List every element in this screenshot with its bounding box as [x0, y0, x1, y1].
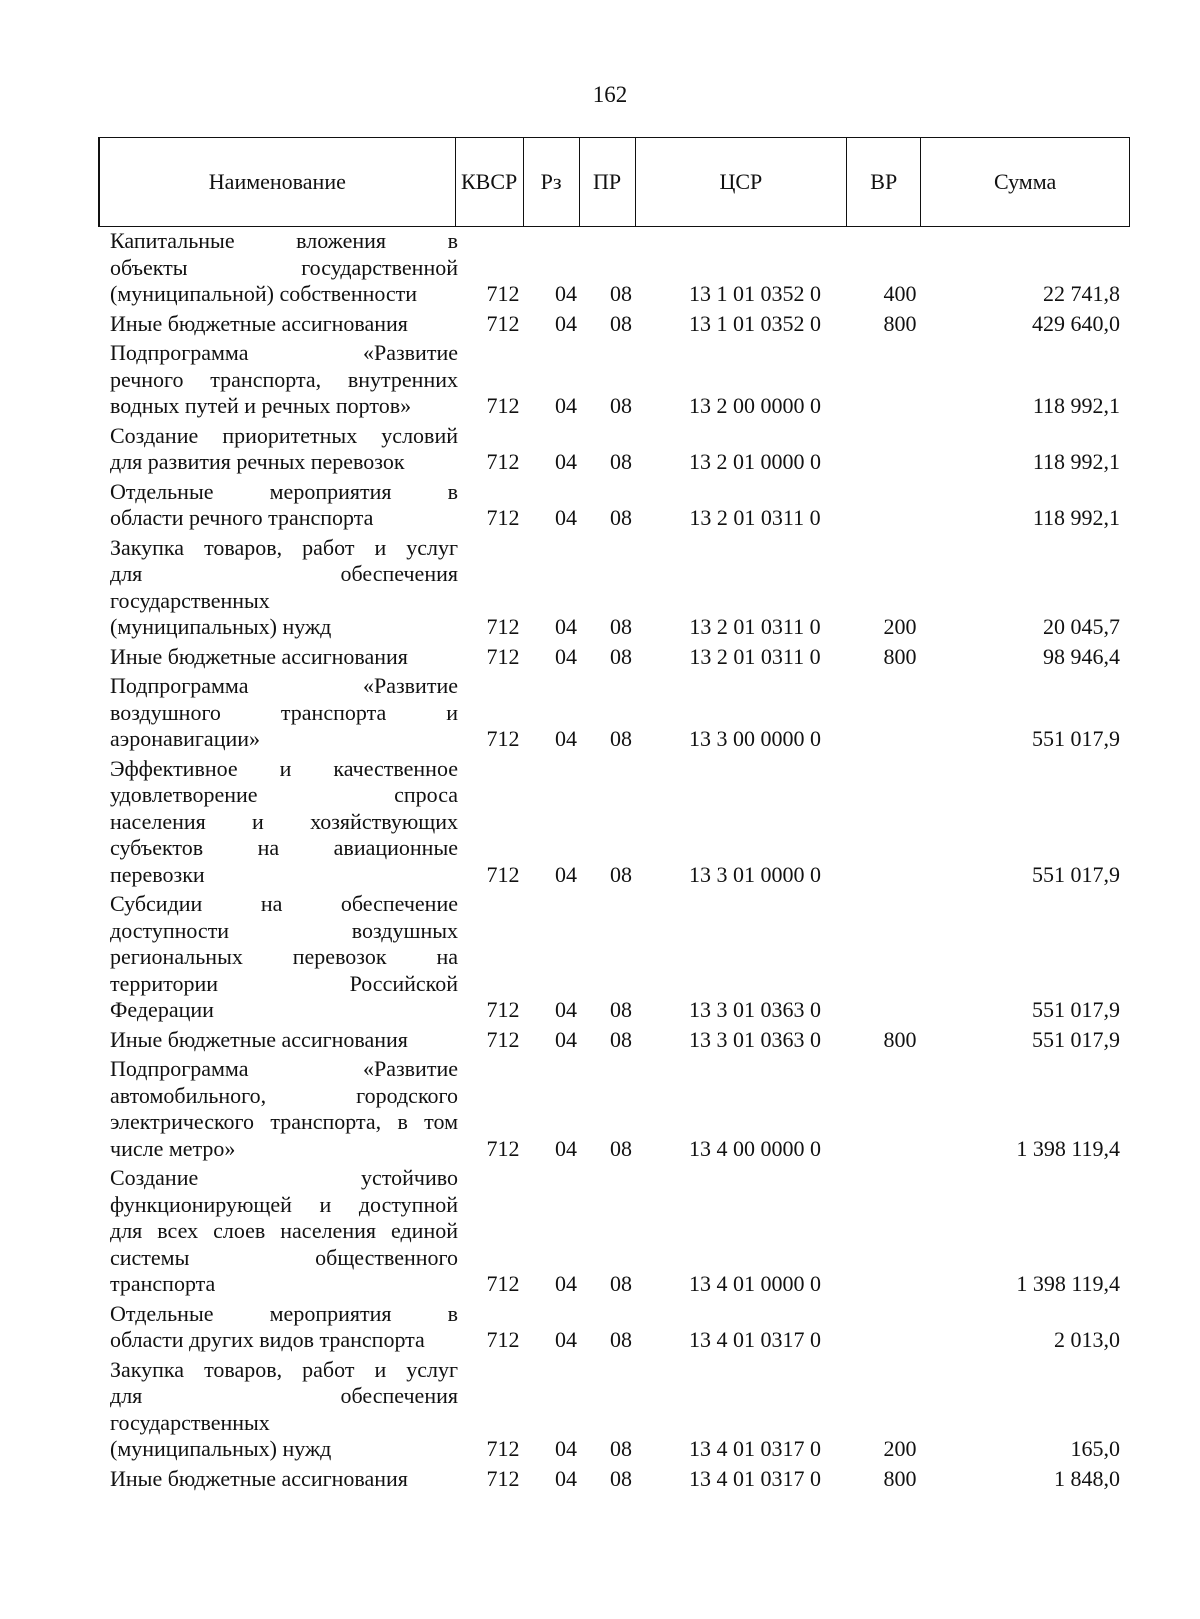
row-kvsr: 712	[486, 310, 520, 336]
row-pr: 08	[610, 393, 632, 418]
row-csr: 13 3 01 0363 0	[689, 1026, 821, 1052]
table-row	[0, 479, 1200, 532]
row-name-line: перевозки	[110, 861, 205, 887]
row-name	[110, 228, 458, 308]
row-kvsr: 712	[486, 449, 520, 474]
row-sum: 551 017,9	[1032, 726, 1120, 751]
row-sum: 429 640,0	[1032, 310, 1120, 336]
row-pr: 08	[610, 1026, 632, 1052]
row-vr: 800	[883, 643, 917, 669]
row-csr: 13 2 01 0311 0	[689, 614, 821, 639]
row-name-line: Закупка товаров, работ и услуг	[110, 534, 458, 560]
row-pr: 08	[610, 726, 632, 751]
row-sum: 118 992,1	[1032, 393, 1120, 418]
row-kvsr: 712	[486, 1465, 520, 1491]
row-kvsr: 712	[486, 393, 520, 418]
row-name-line: Иные бюджетные ассигнования	[110, 643, 408, 669]
row-name	[110, 644, 458, 671]
row-sum: 1 398 119,4	[1016, 1135, 1120, 1161]
table-row	[0, 1301, 1200, 1354]
table-header	[98, 137, 1130, 227]
row-name	[110, 891, 458, 1024]
row-name	[110, 756, 458, 889]
row-pr: 08	[610, 1436, 632, 1461]
row-vr: 800	[883, 1026, 917, 1052]
row-kvsr: 712	[486, 1436, 520, 1461]
row-name	[110, 1165, 458, 1298]
row-kvsr: 712	[486, 281, 520, 306]
row-csr: 13 3 01 0363 0	[689, 997, 821, 1022]
row-name	[110, 479, 458, 532]
row-name-line: государственных	[110, 587, 270, 613]
header-name: Наименование	[100, 138, 456, 226]
row-pr: 08	[610, 1327, 632, 1352]
row-pr: 08	[610, 861, 632, 887]
table-row	[0, 756, 1200, 889]
row-sum: 22 741,8	[1043, 281, 1120, 306]
row-name-line: аэронавигации»	[110, 726, 261, 751]
row-name-line: для обеспечения	[110, 1383, 458, 1408]
row-kvsr: 712	[486, 861, 520, 887]
row-sum: 551 017,9	[1032, 861, 1120, 887]
row-name-line: региональных перевозок на	[110, 944, 458, 969]
row-name-line: транспорта	[110, 1271, 216, 1296]
row-name	[110, 1357, 458, 1463]
row-name	[110, 1027, 458, 1054]
row-name-line: Иные бюджетные ассигнования	[110, 1026, 408, 1052]
row-name-line: удовлетворение спроса	[110, 782, 458, 807]
row-name	[110, 340, 458, 420]
row-csr: 13 4 00 0000 0	[689, 1135, 821, 1161]
row-name-line: для обеспечения	[110, 561, 458, 586]
row-name	[110, 423, 458, 476]
row-kvsr: 712	[486, 505, 520, 530]
row-rz: 04	[555, 1436, 577, 1461]
row-rz: 04	[555, 310, 577, 336]
row-name-line: Иные бюджетные ассигнования	[110, 1465, 408, 1491]
row-name-line: функционирующей и доступной	[110, 1191, 458, 1217]
row-pr: 08	[610, 997, 632, 1022]
row-sum: 2 013,0	[1054, 1327, 1120, 1352]
row-pr: 08	[610, 643, 632, 669]
row-rz: 04	[555, 997, 577, 1022]
row-rz: 04	[555, 281, 577, 306]
row-name-line: системы общественного	[110, 1244, 458, 1270]
row-rz: 04	[555, 643, 577, 669]
row-pr: 08	[610, 1271, 632, 1296]
row-name	[110, 673, 458, 753]
row-name-line: числе метро»	[110, 1135, 236, 1161]
row-name-line: области речного транспорта	[110, 505, 374, 530]
row-name-line: Отдельные мероприятия в	[110, 1300, 458, 1326]
row-rz: 04	[555, 726, 577, 751]
row-csr: 13 4 01 0317 0	[689, 1436, 821, 1461]
row-rz: 04	[555, 449, 577, 474]
table-row	[0, 311, 1200, 338]
header-kvsr: КВСР	[456, 138, 524, 226]
row-kvsr: 712	[486, 1271, 520, 1296]
row-rz: 04	[555, 505, 577, 530]
row-name	[110, 1301, 458, 1354]
row-name-line: для всех слоев населения единой	[110, 1218, 458, 1243]
row-name-line: объекты государственной	[110, 254, 458, 280]
table-row	[0, 423, 1200, 476]
row-name	[110, 1466, 458, 1493]
row-sum: 118 992,1	[1032, 449, 1120, 474]
row-kvsr: 712	[486, 726, 520, 751]
row-kvsr: 712	[486, 1026, 520, 1052]
page-number: 162	[592, 82, 628, 107]
row-csr: 13 1 01 0352 0	[689, 310, 821, 336]
table-row	[0, 1466, 1200, 1493]
row-csr: 13 4 01 0317 0	[689, 1327, 821, 1352]
row-name-line: речного транспорта, внутренних	[110, 366, 458, 392]
row-kvsr: 712	[486, 1327, 520, 1352]
row-name	[110, 535, 458, 641]
row-rz: 04	[555, 1327, 577, 1352]
row-name	[110, 311, 458, 338]
row-name-line: для развития речных перевозок	[110, 449, 405, 474]
row-sum: 551 017,9	[1032, 1026, 1120, 1052]
row-name-line: Создание приоритетных условий	[110, 422, 458, 448]
row-csr: 13 4 01 0317 0	[689, 1465, 821, 1491]
header-csr: ЦСР	[636, 138, 848, 226]
row-pr: 08	[610, 1465, 632, 1491]
header-vr: ВР	[847, 138, 921, 226]
row-sum: 118 992,1	[1032, 505, 1120, 530]
row-csr: 13 2 01 0000 0	[689, 449, 821, 474]
row-name-line: Капитальные вложения в	[110, 228, 458, 253]
row-name-line: воздушного транспорта и	[110, 699, 458, 725]
table-row	[0, 891, 1200, 1024]
row-pr: 08	[610, 449, 632, 474]
header-rz: Рз	[524, 138, 580, 226]
row-sum: 1 398 119,4	[1016, 1271, 1120, 1296]
row-name-line: автомобильного, городского	[110, 1082, 458, 1108]
row-vr: 200	[883, 1436, 917, 1461]
row-name	[110, 1056, 458, 1162]
row-name-line: населения и хозяйствующих	[110, 808, 458, 834]
row-vr: 800	[883, 1465, 917, 1491]
row-csr: 13 2 00 0000 0	[689, 393, 821, 418]
row-name-line: Эффективное и качественное	[110, 755, 458, 781]
row-name-line: Иные бюджетные ассигнования	[110, 310, 408, 336]
table-row	[0, 1056, 1200, 1162]
row-name-line: территории Российской	[110, 970, 458, 996]
table-row	[0, 340, 1200, 420]
table-row	[0, 673, 1200, 753]
row-pr: 08	[610, 310, 632, 336]
row-rz: 04	[555, 1026, 577, 1052]
row-pr: 08	[610, 1135, 632, 1161]
row-rz: 04	[555, 1271, 577, 1296]
row-name-line: Подпрограмма «Развитие	[110, 340, 458, 365]
row-csr: 13 3 01 0000 0	[689, 861, 821, 887]
row-vr: 400	[883, 281, 917, 306]
row-name-line: водных путей и речных портов»	[110, 393, 412, 418]
row-sum: 551 017,9	[1032, 997, 1120, 1022]
table-row	[0, 535, 1200, 641]
row-name-line: Федерации	[110, 997, 214, 1022]
row-kvsr: 712	[486, 614, 520, 639]
table-row	[0, 1165, 1200, 1298]
row-name-line: доступности воздушных	[110, 917, 458, 943]
row-csr: 13 3 00 0000 0	[689, 726, 821, 751]
header-pr: ПР	[580, 138, 636, 226]
row-sum: 165,0	[1070, 1436, 1120, 1461]
row-vr: 800	[883, 310, 917, 336]
row-rz: 04	[555, 1465, 577, 1491]
row-vr: 200	[883, 614, 917, 639]
row-name-line: Подпрограмма «Развитие	[110, 673, 458, 698]
row-rz: 04	[555, 1135, 577, 1161]
row-sum: 1 848,0	[1054, 1465, 1120, 1491]
row-kvsr: 712	[486, 1135, 520, 1161]
row-name-line: (муниципальных) нужд	[110, 614, 332, 639]
row-kvsr: 712	[486, 997, 520, 1022]
row-name-line: электрического транспорта, в том	[110, 1109, 458, 1134]
row-name-line: государственных	[110, 1409, 270, 1435]
row-csr: 13 1 01 0352 0	[689, 281, 821, 306]
row-csr: 13 2 01 0311 0	[689, 505, 821, 530]
table-row	[0, 228, 1200, 308]
row-name-line: Отдельные мероприятия в	[110, 478, 458, 504]
header-sum: Сумма	[993, 169, 1057, 194]
row-name-line: Подпрограмма «Развитие	[110, 1056, 458, 1081]
row-sum: 20 045,7	[1043, 614, 1120, 639]
row-name-line: Создание устойчиво	[110, 1165, 458, 1190]
row-name-line: Субсидии на обеспечение	[110, 891, 458, 916]
row-name-line: Закупка товаров, работ и услуг	[110, 1356, 458, 1382]
row-pr: 08	[610, 281, 632, 306]
table-row	[0, 1357, 1200, 1463]
row-rz: 04	[555, 393, 577, 418]
row-csr: 13 4 01 0000 0	[689, 1271, 821, 1296]
row-csr: 13 2 01 0311 0	[689, 643, 821, 669]
row-pr: 08	[610, 505, 632, 530]
row-name-line: субъектов на авиационные	[110, 835, 458, 860]
table-row	[0, 644, 1200, 671]
row-name-line: (муниципальных) нужд	[110, 1436, 332, 1461]
row-rz: 04	[555, 614, 577, 639]
table-row	[0, 1027, 1200, 1054]
row-rz: 04	[555, 861, 577, 887]
row-pr: 08	[610, 614, 632, 639]
row-name-line: (муниципальной) собственности	[110, 281, 418, 306]
row-name-line: области других видов транспорта	[110, 1327, 425, 1352]
row-sum: 98 946,4	[1043, 643, 1120, 669]
row-kvsr: 712	[486, 643, 520, 669]
